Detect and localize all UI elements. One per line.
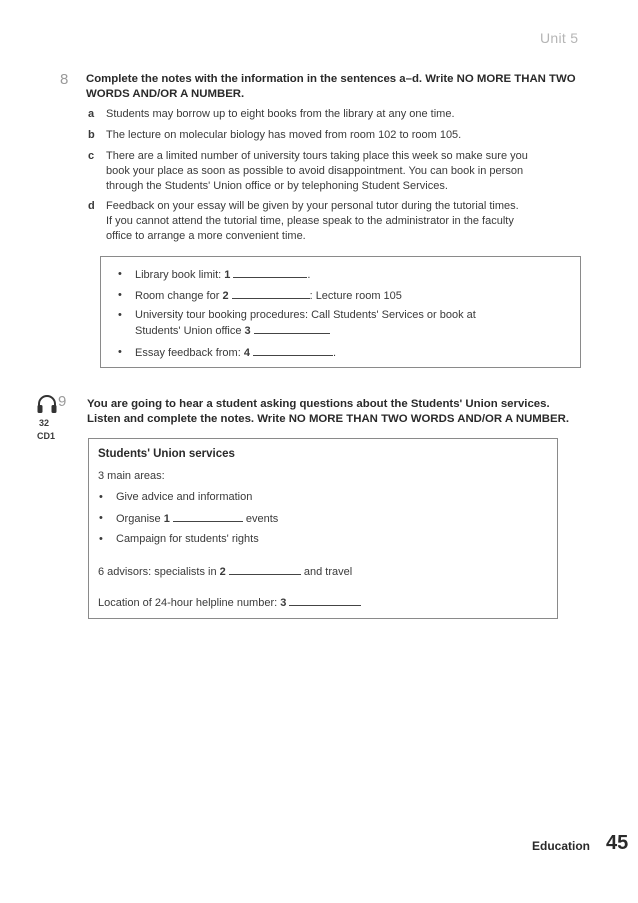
page-number: 45 <box>606 832 629 854</box>
bullet-icon: • <box>99 533 103 545</box>
sentence-letter: d <box>88 200 95 212</box>
note-helpline <box>98 595 548 610</box>
exercise-8-instruction <box>86 72 606 102</box>
note-label: Organise <box>116 513 161 525</box>
note-advisors <box>98 564 548 579</box>
answer-blank[interactable] <box>173 511 243 522</box>
note-label: Room change for <box>135 290 220 302</box>
notes-title: Students' Union services <box>98 448 235 460</box>
answer-blank[interactable] <box>229 564 301 575</box>
instruction-line: Complete the notes with the information in the sentences a–d. Write NO MORE THAN TWO <box>86 73 576 85</box>
sentence-line: The lecture on molecular biology has moved from room 102 to room 105. <box>106 129 462 141</box>
note-label: Give advice and information <box>116 491 253 503</box>
bullet-icon: • <box>118 268 122 280</box>
note-label: University tour booking procedures: Call Students' Services or book at <box>135 309 476 321</box>
gap-number: 1 <box>163 513 170 525</box>
note-tour-booking <box>118 308 568 338</box>
instruction-line: Listen and complete the notes. Write NO MORE THAN TWO WORDS AND/OR A NUMBER. <box>87 413 570 425</box>
note-label: 6 advisors: specialists in <box>98 566 217 578</box>
answer-blank[interactable] <box>233 267 307 278</box>
note-label: : Lecture room 105 <box>309 290 402 302</box>
cd-label: CD1 <box>37 431 56 441</box>
bullet-icon: • <box>118 346 122 358</box>
sentence-line: book your place as soon as possible to avoid disappointment. You can book in person <box>106 165 524 177</box>
instruction-line: WORDS AND/OR A NUMBER. <box>86 88 245 100</box>
gap-number: 3 <box>280 597 287 609</box>
sentence-line: through the Students' Union office or by telephoning Student Services. <box>106 180 448 192</box>
footer-section: Education <box>532 839 591 853</box>
answer-blank[interactable] <box>253 345 333 356</box>
note-label: Library book limit: <box>135 269 222 281</box>
sentence-letter: b <box>88 129 95 141</box>
notes-box-9 <box>88 438 558 619</box>
gap-number: 2 <box>219 566 226 578</box>
note-punct: . <box>332 347 337 359</box>
note-campaign <box>99 532 539 547</box>
areas-label: 3 main areas: <box>98 470 165 482</box>
sentence-d <box>88 199 588 244</box>
bullet-icon: • <box>118 309 122 321</box>
sentence-line: If you cannot attend the tutorial time, please speak to the administrator in the faculty <box>106 215 514 227</box>
unit-label: Unit 5 <box>540 30 579 46</box>
gap-number: 3 <box>244 325 251 337</box>
instruction-line: You are going to hear a student asking questions about the Students' Union services. <box>87 398 550 410</box>
bullet-icon: • <box>99 512 103 524</box>
sentence-line: Students may borrow up to eight books from the library at any one time. <box>106 108 455 120</box>
gap-number: 4 <box>243 347 250 359</box>
note-label: events <box>245 513 279 525</box>
answer-blank[interactable] <box>289 595 361 606</box>
sentence-line: office to arrange a more convenient time. <box>106 230 306 242</box>
note-essay-feedback <box>118 345 568 360</box>
note-library-limit <box>118 267 568 282</box>
bullet-icon: • <box>118 289 122 301</box>
note-label: Essay feedback from: <box>135 347 241 359</box>
answer-blank[interactable] <box>232 288 310 299</box>
sentence-letter: c <box>88 150 95 162</box>
sentence-line: Feedback on your essay will be given by your personal tutor during the tutorial times. <box>106 200 519 212</box>
note-label: and travel <box>303 566 353 578</box>
sentence-letter: a <box>88 108 95 120</box>
sentence-b <box>88 128 588 143</box>
exercise-9-number: 9 <box>58 393 67 410</box>
track-number: 32 <box>39 418 50 428</box>
gap-number: 2 <box>222 290 229 302</box>
note-room-change <box>118 288 568 303</box>
gap-number: 1 <box>224 269 231 281</box>
note-advice <box>99 490 539 505</box>
bullet-icon: • <box>99 491 103 503</box>
note-label: Students' Union office <box>135 325 242 337</box>
sentence-line: There are a limited number of university tours taking place this week so make sure you <box>106 150 528 162</box>
exercise-8-number: 8 <box>60 71 69 88</box>
sentence-c <box>88 149 588 194</box>
note-label: Location of 24-hour helpline number: <box>98 597 278 609</box>
exercise-9-instruction <box>87 397 607 427</box>
sentence-a <box>88 107 588 122</box>
note-organise-events <box>99 511 539 526</box>
note-punct: . <box>307 269 311 281</box>
answer-blank[interactable] <box>254 323 330 334</box>
headphones-icon[interactable] <box>36 394 58 414</box>
note-label: Campaign for students' rights <box>116 533 259 545</box>
